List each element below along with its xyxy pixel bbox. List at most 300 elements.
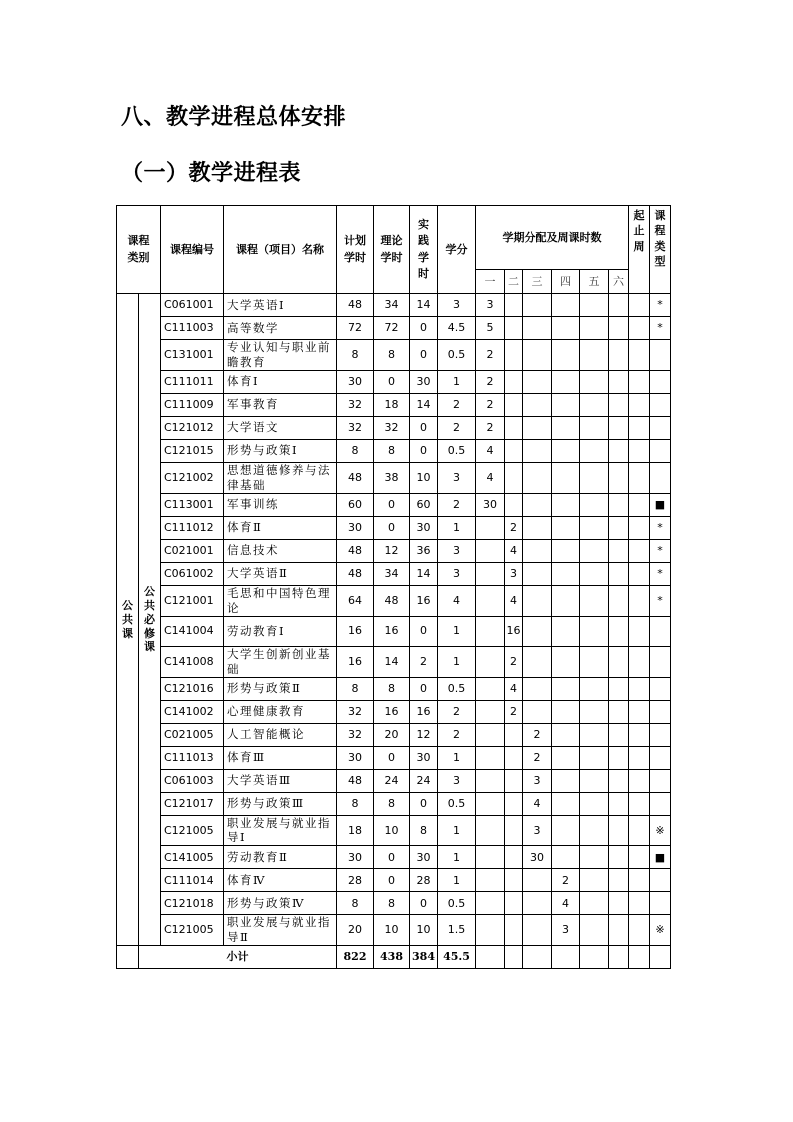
- course-s6-cell: [609, 616, 629, 646]
- course-name-cell: 毛思和中国特色理论: [224, 585, 337, 616]
- course-s4-cell: 2: [552, 869, 580, 892]
- course-s4-cell: [552, 516, 580, 539]
- course-code-cell: C121016: [161, 677, 224, 700]
- course-s6-cell: [609, 646, 629, 677]
- course-s2-cell: [505, 792, 523, 815]
- course-theory-cell: 32: [374, 416, 410, 439]
- course-type-cell: ■: [650, 493, 671, 516]
- course-s4-cell: [552, 340, 580, 371]
- teaching-schedule-table: [116, 205, 671, 969]
- course-practice-cell: 12: [410, 723, 438, 746]
- course-s5-cell: [580, 416, 609, 439]
- course-type-cell: [650, 416, 671, 439]
- course-name-cell: 体育Ⅱ: [224, 516, 337, 539]
- course-practice-cell: 30: [410, 516, 438, 539]
- course-credit-cell: 4: [438, 585, 476, 616]
- course-plan-cell: 48: [337, 294, 374, 317]
- course-theory-cell: 14: [374, 646, 410, 677]
- course-type-cell: ※: [650, 815, 671, 846]
- course-code-cell: C121012: [161, 416, 224, 439]
- course-s4-cell: [552, 616, 580, 646]
- course-code-cell: C061003: [161, 769, 224, 792]
- course-s2-cell: [505, 769, 523, 792]
- course-s6-cell: [609, 869, 629, 892]
- course-s5-cell: [580, 585, 609, 616]
- course-practice-cell: 0: [410, 439, 438, 462]
- header-semester-distribution: 学期分配及周课时数: [476, 206, 629, 270]
- course-theory-cell: 18: [374, 393, 410, 416]
- course-credit-cell: 3: [438, 462, 476, 493]
- start-week-cell: [629, 616, 650, 646]
- course-s2-cell: [505, 723, 523, 746]
- course-plan-cell: 32: [337, 723, 374, 746]
- course-theory-cell: 0: [374, 493, 410, 516]
- course-credit-cell: 1: [438, 869, 476, 892]
- course-type-cell: [650, 769, 671, 792]
- table-row: [117, 539, 671, 562]
- header-course-type: 课程类型: [650, 206, 671, 294]
- course-plan-cell: 48: [337, 769, 374, 792]
- course-theory-cell: 34: [374, 562, 410, 585]
- header-practice-hours: 实践学时: [410, 206, 438, 294]
- start-week-cell: [629, 746, 650, 769]
- course-credit-cell: 2: [438, 723, 476, 746]
- table-row: [117, 616, 671, 646]
- course-s4-cell: [552, 700, 580, 723]
- course-s6-cell: [609, 915, 629, 946]
- course-s3-cell: [523, 562, 552, 585]
- course-type-cell: [650, 646, 671, 677]
- course-s6-cell: [609, 393, 629, 416]
- course-credit-cell: 0.5: [438, 677, 476, 700]
- course-code-cell: C111003: [161, 317, 224, 340]
- course-s6-cell: [609, 677, 629, 700]
- course-plan-cell: 32: [337, 416, 374, 439]
- course-name-cell: 体育Ⅰ: [224, 370, 337, 393]
- course-code-cell: C121015: [161, 439, 224, 462]
- table-row: [117, 815, 671, 846]
- start-week-cell: [629, 416, 650, 439]
- course-practice-cell: 14: [410, 393, 438, 416]
- table-row: [117, 846, 671, 869]
- start-week-cell: [629, 562, 650, 585]
- course-s1-cell: [476, 915, 505, 946]
- category-public-course: [117, 294, 139, 946]
- course-s2-cell: [505, 846, 523, 869]
- course-s4-cell: [552, 815, 580, 846]
- start-week-cell: [629, 723, 650, 746]
- course-name-cell: 大学英语Ⅲ: [224, 769, 337, 792]
- course-s1-cell: [476, 646, 505, 677]
- course-plan-cell: 72: [337, 317, 374, 340]
- course-s3-cell: [523, 677, 552, 700]
- start-week-cell: [629, 792, 650, 815]
- course-s2-cell: 2: [505, 646, 523, 677]
- subtotal-empty-cell: [552, 946, 580, 969]
- course-s6-cell: [609, 892, 629, 915]
- course-theory-cell: 38: [374, 462, 410, 493]
- course-credit-cell: 1: [438, 846, 476, 869]
- course-practice-cell: 10: [410, 462, 438, 493]
- course-plan-cell: 30: [337, 370, 374, 393]
- course-theory-cell: 34: [374, 294, 410, 317]
- course-s5-cell: [580, 539, 609, 562]
- course-s4-cell: [552, 792, 580, 815]
- course-name-cell: 形势与政策Ⅰ: [224, 439, 337, 462]
- course-practice-cell: 0: [410, 340, 438, 371]
- semester-1-header: 一: [476, 270, 505, 294]
- course-code-cell: C121002: [161, 462, 224, 493]
- course-s5-cell: [580, 792, 609, 815]
- course-practice-cell: 0: [410, 892, 438, 915]
- course-name-cell: 高等数学: [224, 317, 337, 340]
- course-credit-cell: 1.5: [438, 915, 476, 946]
- course-theory-cell: 0: [374, 869, 410, 892]
- subtotal-credit: 45.5: [438, 946, 476, 969]
- course-theory-cell: 20: [374, 723, 410, 746]
- course-credit-cell: 2: [438, 416, 476, 439]
- table-row: [117, 769, 671, 792]
- course-s5-cell: [580, 746, 609, 769]
- course-type-cell: [650, 723, 671, 746]
- course-s5-cell: [580, 294, 609, 317]
- course-theory-cell: 8: [374, 792, 410, 815]
- course-name-cell: 职业发展与就业指导Ⅱ: [224, 915, 337, 946]
- course-s3-cell: [523, 915, 552, 946]
- table-row: [117, 677, 671, 700]
- subtotal-row: [117, 946, 671, 969]
- course-credit-cell: 2: [438, 393, 476, 416]
- course-s1-cell: [476, 892, 505, 915]
- course-type-cell: [650, 462, 671, 493]
- course-s3-cell: [523, 616, 552, 646]
- course-practice-cell: 30: [410, 370, 438, 393]
- course-name-cell: 信息技术: [224, 539, 337, 562]
- course-name-cell: 专业认知与职业前瞻教育: [224, 340, 337, 371]
- section-heading: 八、教学进程总体安排: [121, 105, 347, 130]
- course-practice-cell: 24: [410, 769, 438, 792]
- course-type-cell: *: [650, 539, 671, 562]
- course-s1-cell: 4: [476, 462, 505, 493]
- course-type-cell: *: [650, 585, 671, 616]
- course-s6-cell: [609, 700, 629, 723]
- start-week-cell: [629, 294, 650, 317]
- course-s3-cell: [523, 585, 552, 616]
- category-public-required: [139, 294, 161, 946]
- course-credit-cell: 3: [438, 562, 476, 585]
- course-s6-cell: [609, 462, 629, 493]
- course-plan-cell: 16: [337, 646, 374, 677]
- course-credit-cell: 1: [438, 516, 476, 539]
- course-s1-cell: [476, 869, 505, 892]
- start-week-cell: [629, 769, 650, 792]
- table-row: [117, 792, 671, 815]
- course-code-cell: C111012: [161, 516, 224, 539]
- course-s1-cell: [476, 539, 505, 562]
- course-s2-cell: [505, 340, 523, 371]
- course-s2-cell: [505, 869, 523, 892]
- course-s1-cell: [476, 815, 505, 846]
- course-s6-cell: [609, 562, 629, 585]
- course-s2-cell: 16: [505, 616, 523, 646]
- course-s3-cell: [523, 393, 552, 416]
- course-code-cell: C121001: [161, 585, 224, 616]
- course-s5-cell: [580, 493, 609, 516]
- table-row: [117, 294, 671, 317]
- course-s6-cell: [609, 746, 629, 769]
- course-type-cell: [650, 746, 671, 769]
- course-name-cell: 大学语文: [224, 416, 337, 439]
- table-row: [117, 746, 671, 769]
- course-s6-cell: [609, 792, 629, 815]
- course-plan-cell: 32: [337, 700, 374, 723]
- course-theory-cell: 8: [374, 439, 410, 462]
- start-week-cell: [629, 539, 650, 562]
- course-name-cell: 形势与政策Ⅱ: [224, 677, 337, 700]
- course-plan-cell: 48: [337, 562, 374, 585]
- course-s3-cell: [523, 294, 552, 317]
- course-s2-cell: [505, 815, 523, 846]
- course-code-cell: C141002: [161, 700, 224, 723]
- table-row: [117, 516, 671, 539]
- course-code-cell: C121018: [161, 892, 224, 915]
- course-credit-cell: 3: [438, 294, 476, 317]
- subtotal-empty-cell: [650, 946, 671, 969]
- course-s6-cell: [609, 493, 629, 516]
- course-name-cell: 形势与政策Ⅲ: [224, 792, 337, 815]
- course-code-cell: C111013: [161, 746, 224, 769]
- course-credit-cell: 2: [438, 493, 476, 516]
- course-s6-cell: [609, 769, 629, 792]
- header-category: 课程类别: [117, 206, 161, 294]
- course-s2-cell: 4: [505, 539, 523, 562]
- course-s5-cell: [580, 869, 609, 892]
- course-s1-cell: 2: [476, 340, 505, 371]
- start-week-cell: [629, 585, 650, 616]
- course-s4-cell: [552, 562, 580, 585]
- course-s4-cell: 4: [552, 892, 580, 915]
- course-plan-cell: 8: [337, 677, 374, 700]
- subtotal-practice: 384: [410, 946, 438, 969]
- course-s5-cell: [580, 700, 609, 723]
- table-row: [117, 317, 671, 340]
- course-practice-cell: 16: [410, 585, 438, 616]
- table-row: [117, 700, 671, 723]
- course-s2-cell: [505, 317, 523, 340]
- course-s5-cell: [580, 393, 609, 416]
- course-s6-cell: [609, 539, 629, 562]
- start-week-cell: [629, 516, 650, 539]
- course-code-cell: C121005: [161, 915, 224, 946]
- table-row: [117, 892, 671, 915]
- course-plan-cell: 8: [337, 340, 374, 371]
- course-name-cell: 军事教育: [224, 393, 337, 416]
- course-s2-cell: 4: [505, 585, 523, 616]
- course-s6-cell: [609, 815, 629, 846]
- start-week-cell: [629, 892, 650, 915]
- course-practice-cell: 28: [410, 869, 438, 892]
- course-type-cell: [650, 892, 671, 915]
- course-type-cell: [650, 393, 671, 416]
- course-type-cell: *: [650, 294, 671, 317]
- start-week-cell: [629, 915, 650, 946]
- course-theory-cell: 12: [374, 539, 410, 562]
- course-s3-cell: 30: [523, 846, 552, 869]
- course-s5-cell: [580, 516, 609, 539]
- header-row: [117, 206, 671, 270]
- course-name-cell: 劳动教育Ⅰ: [224, 616, 337, 646]
- course-s6-cell: [609, 340, 629, 371]
- course-s6-cell: [609, 370, 629, 393]
- course-practice-cell: 60: [410, 493, 438, 516]
- course-s5-cell: [580, 646, 609, 677]
- course-s2-cell: [505, 393, 523, 416]
- course-practice-cell: 0: [410, 677, 438, 700]
- course-name-cell: 人工智能概论: [224, 723, 337, 746]
- subtotal-empty-cell: [609, 946, 629, 969]
- start-week-cell: [629, 493, 650, 516]
- course-s1-cell: [476, 746, 505, 769]
- course-s1-cell: [476, 700, 505, 723]
- course-s1-cell: [476, 769, 505, 792]
- course-type-cell: ※: [650, 915, 671, 946]
- subtotal-empty-cell: [505, 946, 523, 969]
- course-code-cell: C061002: [161, 562, 224, 585]
- course-s3-cell: 3: [523, 769, 552, 792]
- course-theory-cell: 16: [374, 700, 410, 723]
- course-plan-cell: 8: [337, 439, 374, 462]
- course-type-cell: *: [650, 516, 671, 539]
- course-s1-cell: 2: [476, 370, 505, 393]
- header-plan-hours: 计划学时: [337, 206, 374, 294]
- course-s4-cell: [552, 723, 580, 746]
- course-s1-cell: [476, 846, 505, 869]
- course-s3-cell: [523, 539, 552, 562]
- course-s4-cell: [552, 746, 580, 769]
- course-s1-cell: [476, 677, 505, 700]
- course-practice-cell: 0: [410, 616, 438, 646]
- subtotal-empty-cell: [629, 946, 650, 969]
- course-theory-cell: 10: [374, 915, 410, 946]
- course-practice-cell: 10: [410, 915, 438, 946]
- table-row: [117, 439, 671, 462]
- course-plan-cell: 16: [337, 616, 374, 646]
- course-s5-cell: [580, 815, 609, 846]
- course-s2-cell: [505, 416, 523, 439]
- course-plan-cell: 30: [337, 846, 374, 869]
- start-week-cell: [629, 869, 650, 892]
- header-name: 课程（项目）名称: [224, 206, 337, 294]
- course-credit-cell: 1: [438, 646, 476, 677]
- course-theory-cell: 0: [374, 746, 410, 769]
- course-type-cell: [650, 340, 671, 371]
- course-credit-cell: 0.5: [438, 892, 476, 915]
- course-credit-cell: 2: [438, 700, 476, 723]
- course-credit-cell: 3: [438, 769, 476, 792]
- course-s1-cell: [476, 792, 505, 815]
- course-plan-cell: 8: [337, 792, 374, 815]
- course-s2-cell: [505, 439, 523, 462]
- course-s3-cell: [523, 462, 552, 493]
- course-plan-cell: 28: [337, 869, 374, 892]
- course-theory-cell: 8: [374, 892, 410, 915]
- table-row: [117, 393, 671, 416]
- course-s3-cell: 2: [523, 723, 552, 746]
- course-s2-cell: 2: [505, 516, 523, 539]
- course-s1-cell: [476, 562, 505, 585]
- start-week-cell: [629, 846, 650, 869]
- start-week-cell: [629, 439, 650, 462]
- course-code-cell: C111011: [161, 370, 224, 393]
- table-row: [117, 869, 671, 892]
- course-plan-cell: 30: [337, 746, 374, 769]
- course-practice-cell: 0: [410, 317, 438, 340]
- course-code-cell: C141005: [161, 846, 224, 869]
- course-code-cell: C141008: [161, 646, 224, 677]
- course-credit-cell: 1: [438, 616, 476, 646]
- start-week-cell: [629, 646, 650, 677]
- course-name-cell: 大学英语Ⅱ: [224, 562, 337, 585]
- course-s5-cell: [580, 439, 609, 462]
- course-s6-cell: [609, 416, 629, 439]
- course-practice-cell: 8: [410, 815, 438, 846]
- start-week-cell: [629, 340, 650, 371]
- course-code-cell: C121005: [161, 815, 224, 846]
- table-row: [117, 370, 671, 393]
- course-type-cell: ■: [650, 846, 671, 869]
- table-row: [117, 915, 671, 946]
- course-plan-cell: 20: [337, 915, 374, 946]
- course-s5-cell: [580, 723, 609, 746]
- course-credit-cell: 4.5: [438, 317, 476, 340]
- course-s6-cell: [609, 294, 629, 317]
- course-plan-cell: 30: [337, 516, 374, 539]
- course-name-cell: 体育Ⅳ: [224, 869, 337, 892]
- category-public-required-label: 公共必修课: [144, 585, 155, 654]
- course-practice-cell: 30: [410, 846, 438, 869]
- course-s1-cell: [476, 616, 505, 646]
- table-row: [117, 493, 671, 516]
- course-s2-cell: 4: [505, 677, 523, 700]
- subtotal-empty-cell: [476, 946, 505, 969]
- course-s1-cell: [476, 585, 505, 616]
- course-type-cell: [650, 792, 671, 815]
- course-s4-cell: [552, 677, 580, 700]
- course-name-cell: 体育Ⅲ: [224, 746, 337, 769]
- course-s3-cell: 2: [523, 746, 552, 769]
- course-s4-cell: [552, 462, 580, 493]
- course-s4-cell: 3: [552, 915, 580, 946]
- start-week-cell: [629, 317, 650, 340]
- start-week-cell: [629, 677, 650, 700]
- table-row: [117, 562, 671, 585]
- course-s4-cell: [552, 294, 580, 317]
- course-theory-cell: 8: [374, 340, 410, 371]
- course-s1-cell: 2: [476, 393, 505, 416]
- course-code-cell: C131001: [161, 340, 224, 371]
- semester-6-header: 六: [609, 270, 629, 294]
- course-s4-cell: [552, 416, 580, 439]
- course-s6-cell: [609, 516, 629, 539]
- course-type-cell: [650, 677, 671, 700]
- course-plan-cell: 60: [337, 493, 374, 516]
- course-plan-cell: 8: [337, 892, 374, 915]
- course-s4-cell: [552, 585, 580, 616]
- course-s5-cell: [580, 317, 609, 340]
- course-s2-cell: 2: [505, 700, 523, 723]
- course-s4-cell: [552, 370, 580, 393]
- subtotal-label: 小计: [139, 946, 337, 969]
